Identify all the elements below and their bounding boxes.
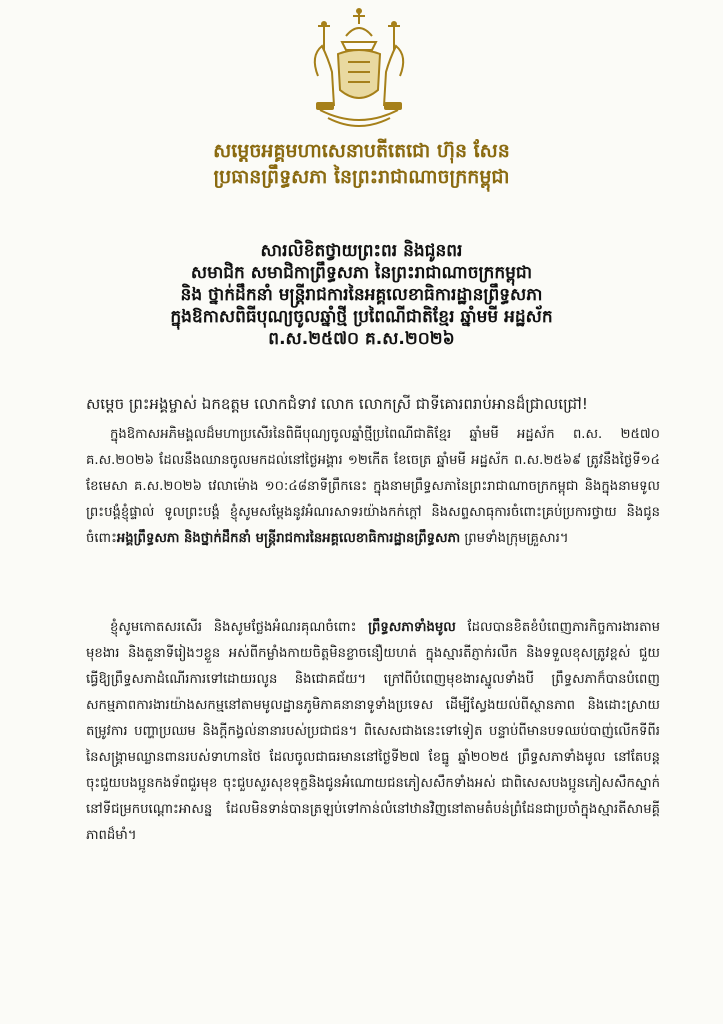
letter-title-line-5: ព.ស.២៥៧០ គ.ស.២០២៦ — [268, 329, 455, 349]
letter-title-line-2: សមាជិក សមាជិកាព្រឹទ្ធសភា នៃព្រះរាជាណាចក្រកម្ពុជា — [190, 263, 533, 283]
sender-name: សម្តេចអគ្គមហាសេនាបតីតេជោ ហ៊ុន សែន — [213, 140, 510, 162]
letter-title-line-4: ក្នុងឱកាសពិធីបុណ្យចូលឆ្នាំថ្មី ប្រពៃណីជាតិខ្មែរ ឆ្នាំមមី អដ្ឋស័ក — [170, 307, 553, 327]
paragraph-1-end: ព្រមទាំងក្រុមគ្រួសារ។ — [460, 531, 569, 546]
paragraph-2-text: ដែលបានខិតខំបំពេញភារកិច្ចការងារតាមមុខងារ និងតួនាទីរៀងៗខ្លួន អស់ពីកម្លាំងកាយចិត្តមិនខ្លាចនឿយហត់ ក្នុងស្មារតីភ្ញាក់រលឹក និងទទួលខុសត្រូវខ្ពស់ ជួយធ្វើឱ្យព្រឹទ្ធសភាដំណើរការទៅដោយរលូន និងជោគជ័យ។ ក្រៅពីបំពេញមុខងារស្នូលទាំងបី ព្រឹទ្ធសភាក៏បានបំពេញសកម្មភាពការងារយ៉ាងសកម្មនៅតាមមូលដ្ឋានភូមិភាគនានាទូទាំងប្រទេស ដើម្បីស្វែងយល់ពីស្ថានភាព និងដោះស្រាយតម្រូវការ បញ្ហាប្រឈម និងក្តីកង្វល់នានារបស់ប្រជាជន។ ពិសេសជាងនេះទៅទៀត បន្ទាប់ពីមានបទឈប់បាញ់លើកទីពីរនៃសង្គ្រាមឈ្លានពានរបស់ទាហានថៃ ដែលចូលជាធរមាននៅថ្ងៃទី២៧ ខែធ្នូ ឆ្នាំ២០២៥ ព្រឹទ្ធសភាទាំងមូល នៅតែបន្តចុះជួយបងប្អូនកងទ័ពជួរមុខ ចុះជួបសួរសុខទុក្ខនិងជូនអំណោយជនភៀសសឹកទាំងអស់ ជាពិសេសបងប្អូនភៀសសឹកស្នាក់នៅទីជម្រកបណ្តោះអាសន្ន ដែលមិនទាន់បានត្រឡប់ទៅកាន់លំនៅឋានវិញនៅតាមតំបន់ព្រំដែនជាប្រចាំក្នុងស្មារតីសាមគ្គីភាពដ៏មាំ។ — [86, 620, 660, 843]
letter-title-line-1: សារលិខិតថ្វាយព្រះពរ និងជូនពរ — [260, 241, 463, 261]
paragraph-2-lead: ខ្ញុំសូមកោតសរសើរ និងសូមថ្លែងអំណរគុណចំពោះ — [110, 620, 369, 635]
paragraph-1-text: ក្នុងឱកាសអភិមង្គលដ៏មហាប្រសើរនៃពិធីបុណ្យចូលឆ្នាំថ្មីប្រពៃណីជាតិខ្មែរ ឆ្នាំមមី អដ្ឋស័ក ព.ស. ២៥៧០ គ.ស.២០២៦ ដែលនឹងឈានចូលមកដល់នៅថ្ងៃអង្គារ ១២កើត ខែចេត្រ ឆ្នាំមមី អដ្ឋស័ក ព.ស.២៥៦៩ ត្រូវនឹងថ្ងៃទី១៤ ខែមេសា គ.ស.២០២៦ វេលាម៉ោង ១០:៤៨នាទីព្រឹកនេះ ក្នុងនាមព្រឹទ្ធសភានៃព្រះរាជាណាចក្រកម្ពុជា និងក្នុងនាមទូលព្រះបង្គំខ្ញុំផ្ទាល់ ទូលព្រះបង្គំ ខ្ញុំសូមសម្តែងនូវអំណរសាទរយ៉ាងកក់ក្តៅ និងសព្ទសាធុការចំពោះគ្រប់ប្រការថ្វាយ និងជូនចំពោះ — [86, 427, 660, 546]
sender-title: ប្រធានព្រឹទ្ធសភា នៃព្រះរាជាណាចក្រកម្ពុជា — [213, 166, 510, 188]
paragraph-1-emphasis: អង្គព្រឹទ្ធសភា និងថ្នាក់ដឹកនាំ មន្ត្រីរាជការនៃអគ្គលេខាធិការដ្ឋានព្រឹទ្ធសភា — [116, 531, 461, 546]
paragraph-2 — [86, 615, 660, 1005]
salutation: សម្តេច ព្រះអង្គម្ចាស់ ឯកឧត្តម លោកជំទាវ លោក លោកស្រី ជាទីគោរពរាប់អានដ៏ជ្រាលជ្រៅ! — [86, 395, 588, 413]
paragraph-1 — [86, 422, 660, 610]
paragraph-2-emphasis: ព្រឹទ្ធសភាទាំងមូល — [368, 620, 456, 635]
royal-emblem-icon — [298, 6, 420, 134]
letter-title-line-3: និង ថ្នាក់ដឹកនាំ មន្ត្រីរាជការនៃអគ្គលេខាធិការដ្ឋានព្រឹទ្ធសភា — [180, 285, 543, 305]
